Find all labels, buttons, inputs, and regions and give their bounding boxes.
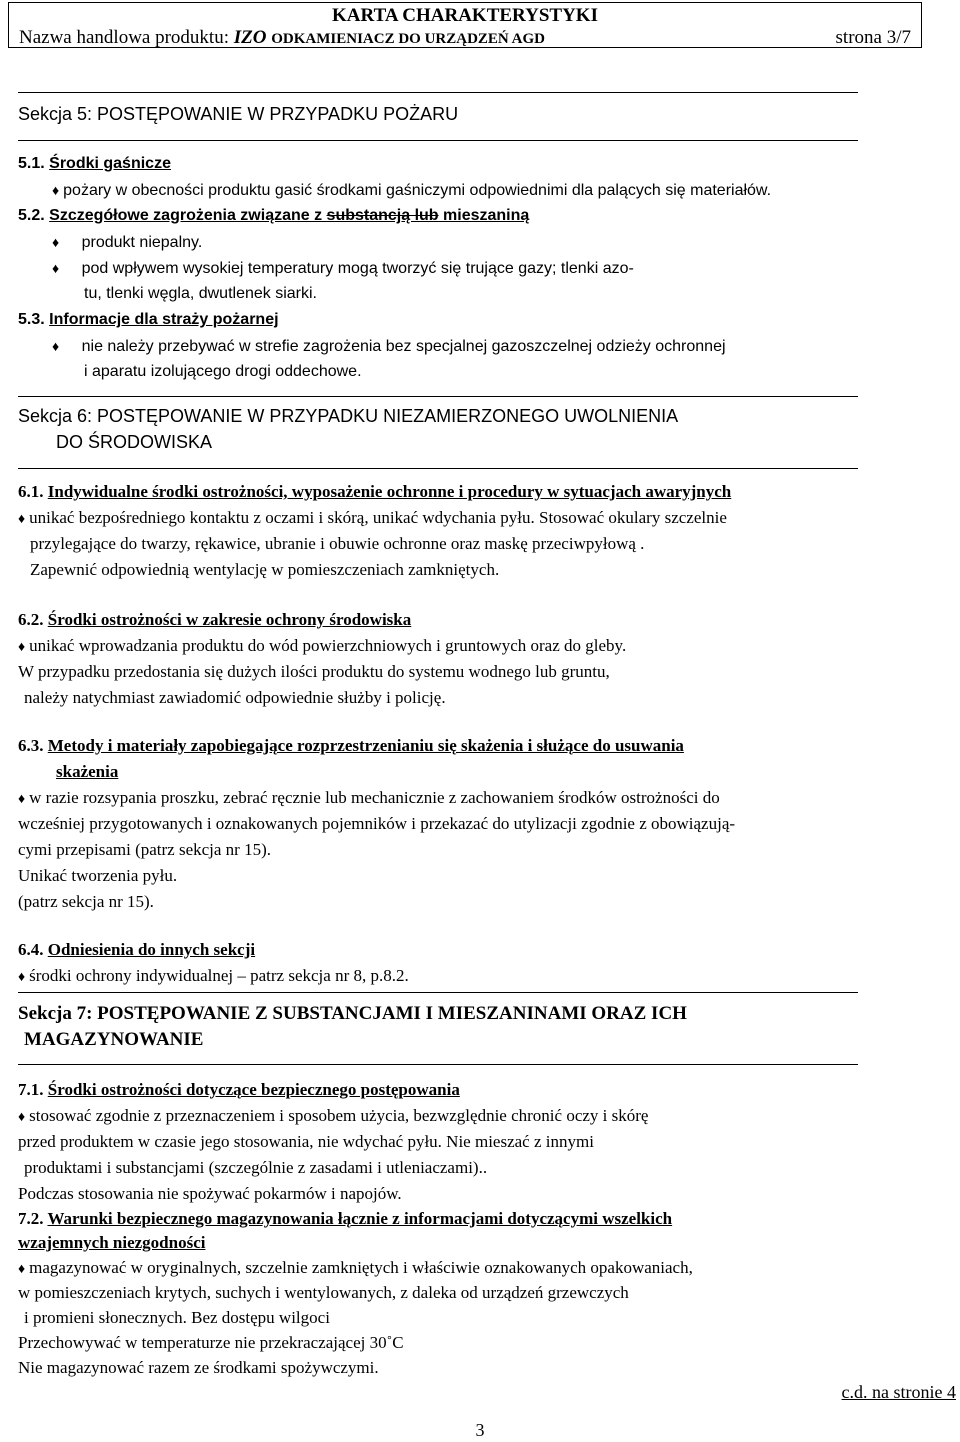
paragraph-line: cymi przepisami (patrz sekcja nr 15). xyxy=(18,840,272,859)
paragraph-line: Nie magazynować razem ze środkami spożywczymi. xyxy=(18,1358,379,1377)
product-description: ODKAMIENIACZ DO URZĄDZEŃ AGD xyxy=(271,31,546,47)
subsection-title: Metody i materiały zapobiegające rozprzestrzenianiu się skażenia i służące do usuwania xyxy=(47,736,684,755)
section-5-title: Sekcja 5: POSTĘPOWANIE W PRZYPADKU POŻARU xyxy=(18,104,459,124)
subsection-number: 6.1. xyxy=(18,482,44,501)
subsection-number: 6.4. xyxy=(18,940,44,959)
list-item-text: unikać wprowadzania produktu do wód powierzchniowych i gruntowych oraz do gleby. xyxy=(29,636,627,655)
section-divider xyxy=(18,468,858,469)
subsection-number: 5.2. xyxy=(18,207,45,224)
paragraph-line: Przechowywać w temperaturze nie przekraczającej 30˚C xyxy=(18,1333,404,1352)
bullet-icon: ♦ xyxy=(18,640,26,655)
list-item-text: pod wpływem wysokiej temperatury mogą tworzyć się trujące gazy; tlenki azo- xyxy=(81,260,634,277)
bullet-icon: ♦ xyxy=(52,338,60,354)
paragraph-line: wcześniej przygotowanych i oznakowanych pojemników i przekazać do utylizacji zgodnie z obowiązują- xyxy=(18,814,736,833)
subsection-title-part: mieszaniną xyxy=(438,207,530,224)
bullet-icon: ♦ xyxy=(52,260,60,276)
subsection-title-continuation xyxy=(18,1233,205,1253)
paragraph-line: Podczas stosowania nie spożywać pokarmów i napojów. xyxy=(18,1184,402,1203)
product-name-label: Nazwa handlowa produktu: xyxy=(19,27,229,48)
list-item xyxy=(52,336,726,357)
list-item-text: unikać bezpośredniego kontaktu z oczami i skórą, unikać wdychania pyłu. Stosować okulary szczelnie xyxy=(29,508,727,527)
page-indicator: strona 3/7 xyxy=(835,27,911,48)
bullet-icon: ♦ xyxy=(52,234,60,250)
list-item xyxy=(18,1106,648,1128)
subsection-number: 6.3. xyxy=(18,736,44,755)
subsection-title: Środki ostrożności w zakresie ochrony środowiska xyxy=(47,610,412,629)
subsection-title: Środki ostrożności dotyczące bezpiecznego postępowania xyxy=(47,1080,460,1099)
subsection-title: Środki gaśnicze xyxy=(49,155,171,172)
section-divider xyxy=(18,92,858,93)
subsection-7-1-heading xyxy=(18,1080,460,1100)
paragraph-line: produktami i substancjami (szczególnie z zasadami i utleniaczami).. xyxy=(24,1158,488,1177)
section-6-title-line-1: Sekcja 6: POSTĘPOWANIE W PRZYPADKU NIEZAMIERZONEGO UWOLNIENIA xyxy=(18,406,679,426)
bullet-icon: ♦ xyxy=(18,1110,26,1125)
bullet-icon: ♦ xyxy=(18,792,26,807)
subsection-title-continuation xyxy=(56,762,118,782)
list-item-text: środki ochrony indywidualnej – patrz sekcja nr 8, p.8.2. xyxy=(29,966,409,985)
list-item-text: nie należy przebywać w strefie zagrożenia bez specjalnej gazoszczelnej odzieży ochronnej xyxy=(81,338,726,355)
bullet-icon: ♦ xyxy=(18,970,26,985)
list-item xyxy=(18,788,720,810)
product-name: IZO xyxy=(233,27,267,48)
subsection-title: wzajemnych niezgodności xyxy=(18,1233,206,1252)
section-7-title-line-2: MAGAZYNOWANIE xyxy=(24,1029,204,1050)
subsection-6-2-heading xyxy=(18,610,411,630)
paragraph-line: Zapewnić odpowiednią wentylację w pomieszczeniach zamkniętych. xyxy=(30,560,500,579)
page-number: 3 xyxy=(475,1420,485,1440)
continued-on-next-page xyxy=(842,1382,956,1403)
list-item-text: w razie rozsypania proszku, zebrać ręcznie lub mechanicznie z zachowaniem środków ostrożności do xyxy=(29,788,720,807)
document-title: KARTA CHARAKTERYSTYKI xyxy=(332,5,598,26)
section-divider xyxy=(18,1064,858,1065)
section-6-title-line-2: DO ŚRODOWISKA xyxy=(56,432,213,452)
paragraph-line: w pomieszczeniach krytych, suchych i wentylowanych, z daleka od urządzeń grzewczych xyxy=(18,1283,629,1302)
subsection-5-2-heading xyxy=(18,206,529,226)
list-item xyxy=(18,508,727,530)
subsection-title: Indywidualne środki ostrożności, wyposażenie ochronne i procedury w sytuacjach awaryjnych xyxy=(47,482,732,501)
subsection-title-struck: substancją lub xyxy=(326,207,439,224)
subsection-title xyxy=(49,207,529,224)
list-item-text: produkt niepalny. xyxy=(81,234,203,251)
subsection-6-4-heading xyxy=(18,940,255,960)
paragraph-line: W przypadku przedostania się dużych ilości produktu do systemu wodnego lub gruntu, xyxy=(18,662,610,681)
subsection-6-3-heading xyxy=(18,736,684,756)
product-name-line xyxy=(19,27,545,49)
paragraph-line: należy natychmiast zawiadomić odpowiednie służby i policję. xyxy=(24,688,446,707)
subsection-number: 5.3. xyxy=(18,311,45,328)
bullet-icon: ♦ xyxy=(18,512,26,527)
section-divider xyxy=(18,992,858,993)
document-header xyxy=(8,2,922,48)
paragraph-line: przed produktem w czasie jego stosowania, nie wdychać pyłu. Nie mieszać z innymi xyxy=(18,1132,594,1151)
list-item-continuation: tu, tlenki węgla, dwutlenek siarki. xyxy=(84,285,317,302)
paragraph-line: Unikać tworzenia pyłu. xyxy=(18,866,178,885)
subsection-title: Informacje dla straży pożarnej xyxy=(49,311,279,328)
paragraph-line: (patrz sekcja nr 15). xyxy=(18,892,154,911)
list-item-continuation: i aparatu izolującego drogi oddechowe. xyxy=(84,363,362,380)
list-item-text: magazynować w oryginalnych, szczelnie zamkniętych i właściwie oznakowanych opakowaniach, xyxy=(29,1258,693,1277)
subsection-6-1-heading xyxy=(18,482,731,502)
subsection-number: 5.1. xyxy=(18,155,45,172)
subsection-number: 7.1. xyxy=(18,1080,44,1099)
list-item xyxy=(52,180,771,201)
bullet-icon: ♦ xyxy=(52,182,60,198)
paragraph-line: i promieni słonecznych. Bez dostępu wilgoci xyxy=(24,1308,330,1327)
subsection-number: 7.2. xyxy=(18,1209,44,1228)
list-item xyxy=(52,232,202,253)
continued-text: c.d. na stronie 4 xyxy=(841,1382,956,1402)
list-item-text: pożary w obecności produktu gasić środkami gaśniczymi odpowiednimi dla palących się materiałów. xyxy=(63,182,772,199)
paragraph-line: przylegające do twarzy, rękawice, ubranie i obuwie ochronne oraz maskę przeciwpyłową . xyxy=(30,534,645,553)
list-item xyxy=(52,258,634,279)
list-item xyxy=(18,636,626,658)
subsection-title-part: Szczegółowe zagrożenia związane z xyxy=(49,207,327,224)
section-7-title-line-1: Sekcja 7: POSTĘPOWANIE Z SUBSTANCJAMI I MIESZANINAMI ORAZ ICH xyxy=(18,1003,687,1024)
subsection-5-1-heading xyxy=(18,154,171,174)
section-divider xyxy=(18,140,858,141)
bullet-icon: ♦ xyxy=(18,1262,26,1277)
list-item-text: stosować zgodnie z przeznaczeniem i sposobem użycia, bezwzględnie chronić oczy i skórę xyxy=(29,1106,649,1125)
list-item xyxy=(18,966,409,988)
subsection-title: Warunki bezpiecznego magazynowania łącznie z informacjami dotyczącymi wszelkich xyxy=(47,1209,673,1228)
subsection-title: skażenia xyxy=(56,762,119,781)
section-divider xyxy=(18,396,858,397)
subsection-5-3-heading xyxy=(18,310,279,330)
list-item xyxy=(18,1258,693,1280)
subsection-number: 6.2. xyxy=(18,610,44,629)
subsection-7-2-heading xyxy=(18,1209,672,1229)
subsection-title: Odniesienia do innych sekcji xyxy=(47,940,256,959)
